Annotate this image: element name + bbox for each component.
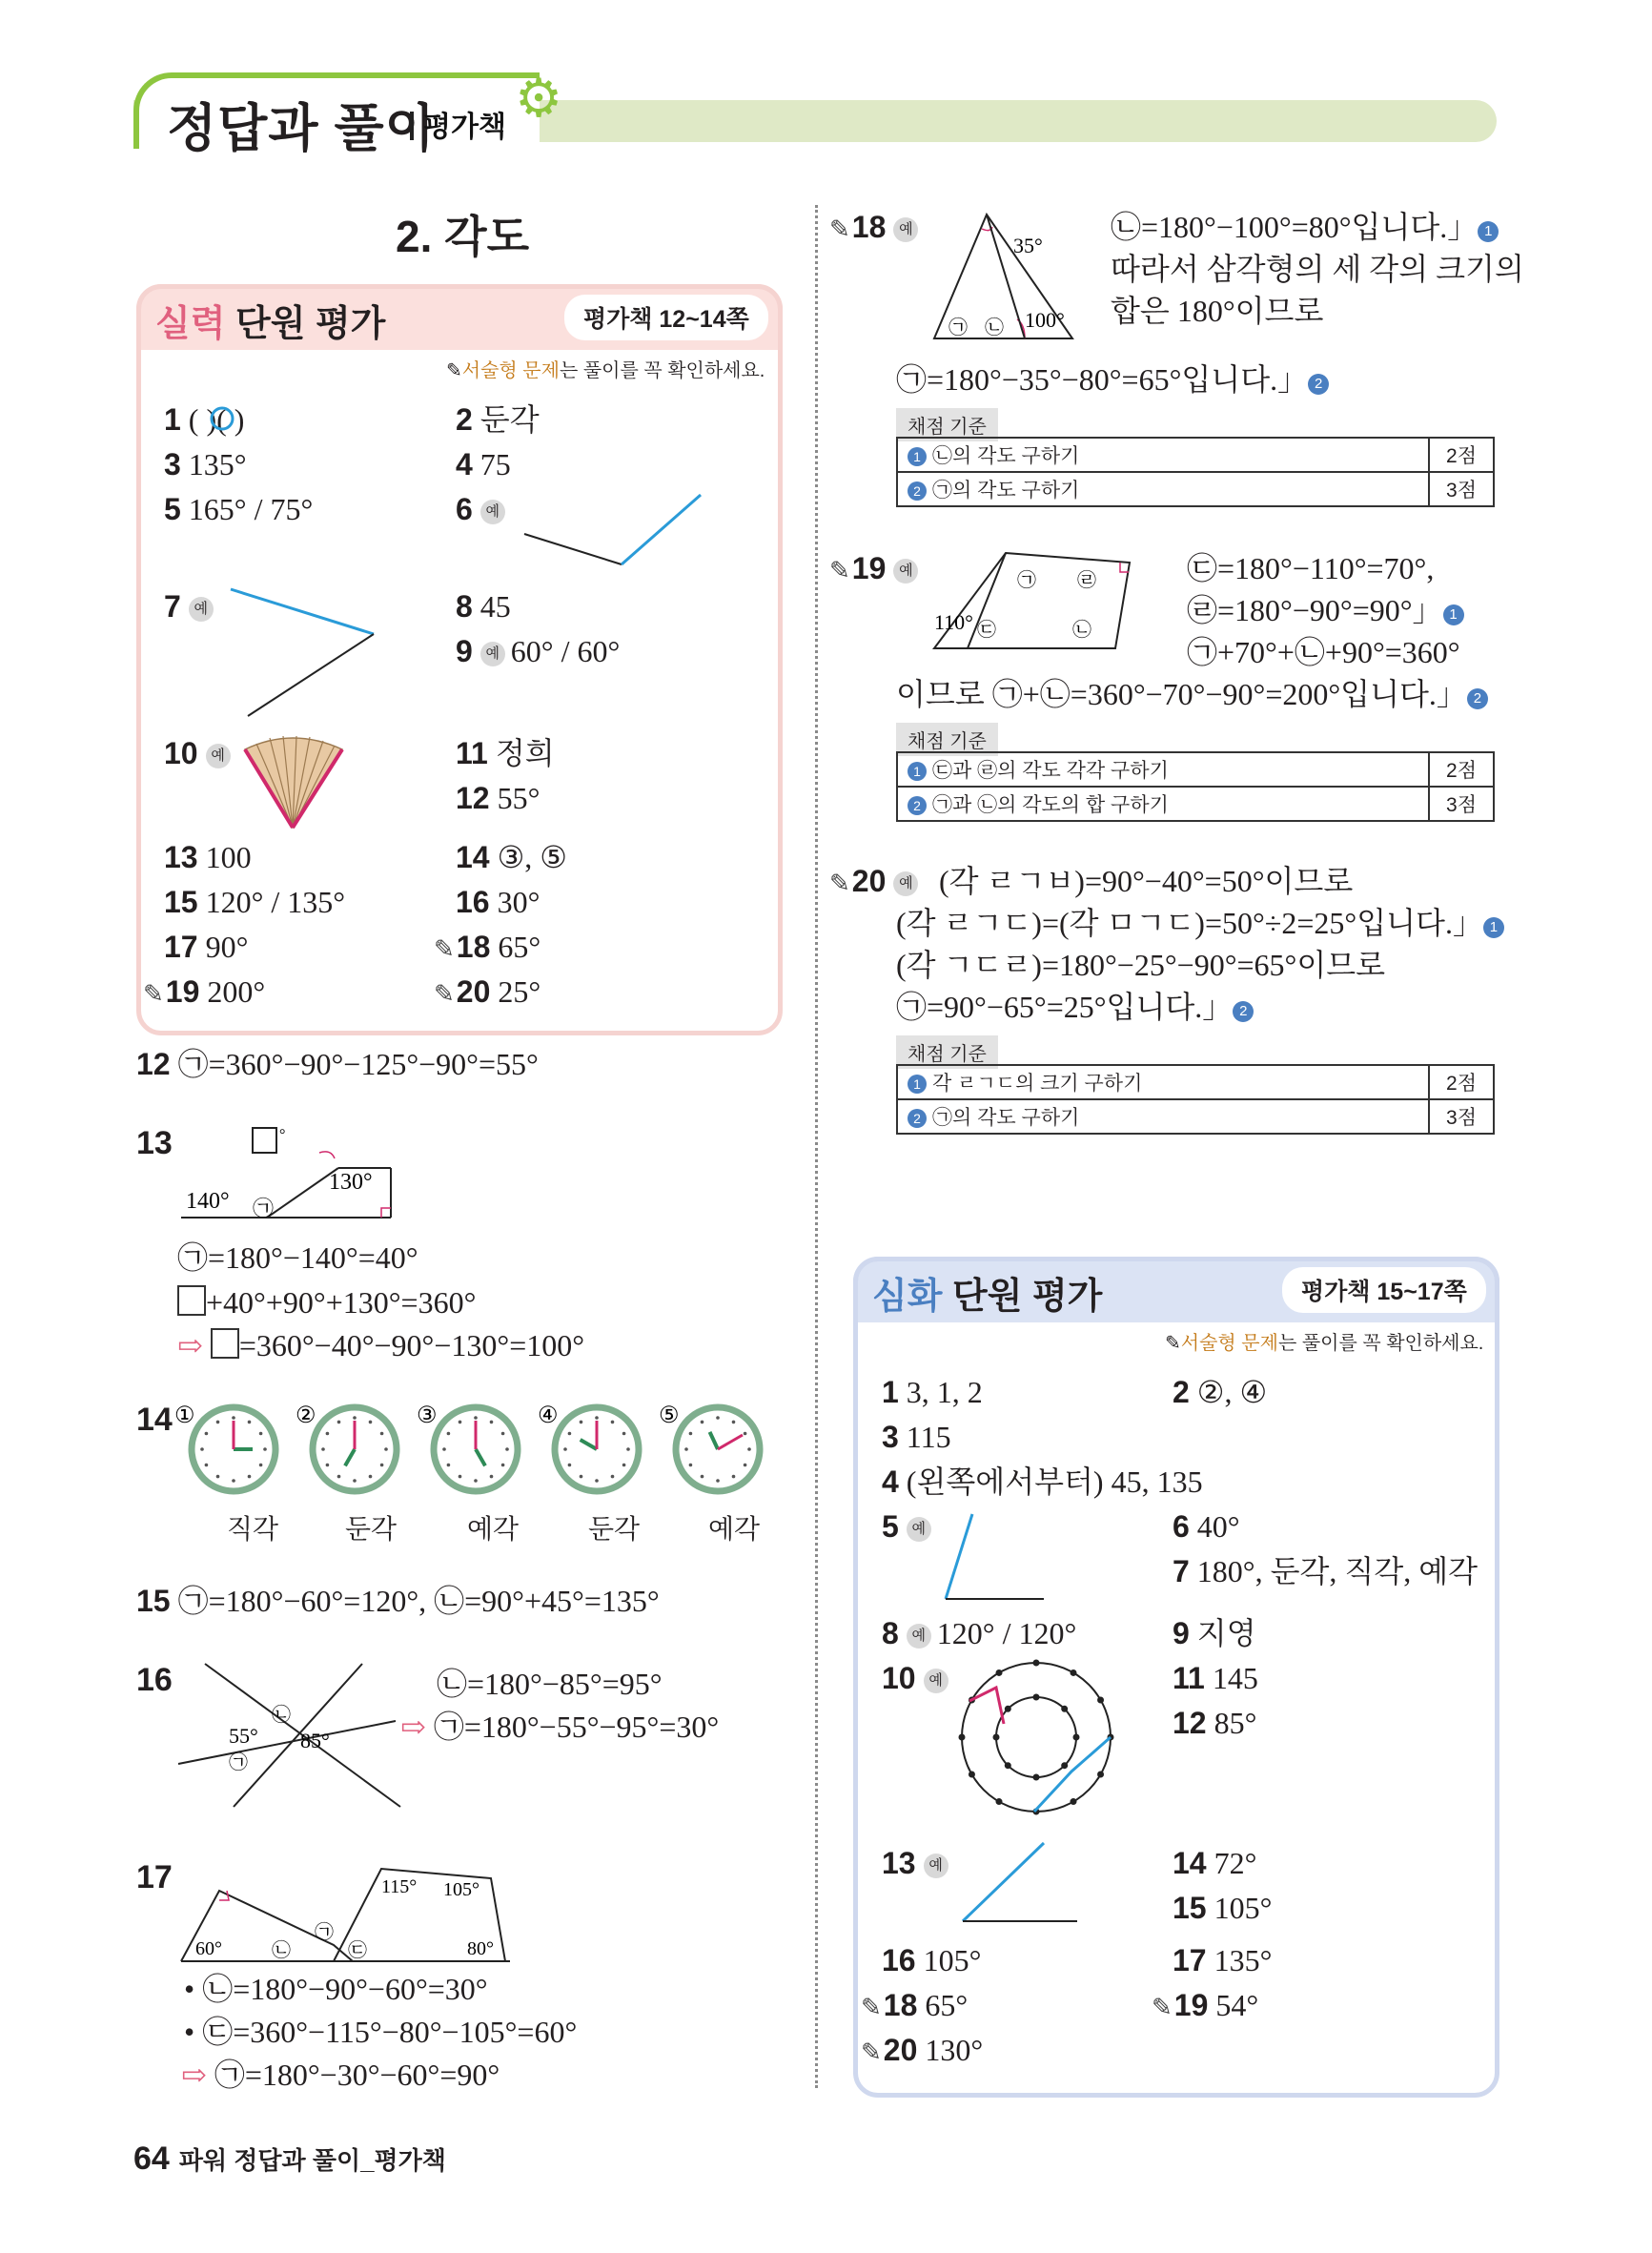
table-row: 1 ㉢과 ㉣의 각도 각각 구하기 2점: [897, 752, 1494, 787]
r19-line1: ㉢=180°−110°=70°,: [1187, 551, 1435, 585]
svg-text:55°: 55°: [229, 1724, 258, 1748]
clock-mark-4: ④: [538, 1403, 559, 1428]
sol-13-number: 13: [136, 1125, 173, 1161]
e2-item-13-figure: [958, 1840, 1082, 1926]
clock-label-3: 예각: [467, 1514, 520, 1544]
sol-17-line2: • ㉢=360°−115°−80°−105°=60°: [184, 2015, 578, 2049]
svg-text:㉠: ㉠: [253, 1197, 275, 1220]
clock-tick: [369, 1475, 373, 1479]
arrow-icon: ⇨: [400, 1710, 434, 1744]
clock-tick: [326, 1432, 330, 1436]
clock-label-4: 둔각: [588, 1514, 641, 1544]
svg-text:㉡: ㉡: [985, 317, 1004, 338]
e1-item-20: ✎20 25°: [434, 974, 541, 1009]
svg-text:㉣: ㉣: [1077, 570, 1096, 591]
r19-crit-label: 채점 기준: [896, 723, 998, 756]
outer-circle: [962, 1663, 1111, 1812]
clock-tick: [568, 1432, 572, 1436]
e1-item-7: 7 예: [164, 591, 219, 622]
circle-point: [959, 1734, 966, 1741]
pencil-icon: ✎: [434, 935, 455, 963]
circle-point: [1033, 1694, 1040, 1701]
circle-point: [1005, 1762, 1011, 1769]
svg-text:100°: 100°: [1025, 308, 1065, 332]
e2-item-19: ✎19 54°: [1152, 1988, 1259, 2022]
eval2-note: ✎서술형 문제는 풀이를 꼭 확인하세요.: [1165, 1333, 1484, 1354]
sol-17-figure: [176, 1854, 510, 1964]
circle-point: [1005, 1706, 1011, 1712]
clock-tick: [611, 1421, 615, 1424]
clock-tick: [580, 1421, 583, 1424]
r19-number: ✎19 예: [829, 553, 924, 584]
r19-line2: ㉣=180°−90°=90°」 1: [1187, 595, 1464, 625]
section-title: 2. 각도: [396, 212, 530, 261]
e2-item-7: 7 180°, 둔각, 직각, 예각: [1173, 1554, 1479, 1588]
svg-text:85°: 85°: [300, 1729, 330, 1752]
e1-item-6-figure: [520, 491, 710, 567]
e2-item-14: 14 72°: [1173, 1846, 1257, 1880]
sol-13-line3: ⇨ =360°−40°−90°−130°=100°: [177, 1328, 585, 1362]
clock-tick: [611, 1475, 615, 1479]
e1-item-6: 6 예: [456, 494, 511, 524]
circle-point: [1097, 1772, 1104, 1778]
e2-item-15: 15 105°: [1173, 1891, 1273, 1925]
sol-16-number: 16: [136, 1662, 173, 1698]
r18-line2: 따라서 삼각형의 세 각의 크기의: [1111, 252, 1524, 286]
e2-item-12: 12 85°: [1173, 1706, 1257, 1740]
e2-item-1: 1 3, 1, 2: [882, 1375, 983, 1409]
e1-item-16: 16 30°: [456, 885, 540, 919]
e1-item-11: 11 정희: [456, 736, 555, 770]
pencil-icon: ✎: [1152, 1994, 1173, 2021]
r20-line4: ㉠=90°−65°=25°입니다.」 2: [896, 992, 1254, 1022]
pencil-icon: ✎: [829, 870, 850, 897]
e2-item-5-figure: [944, 1511, 1049, 1607]
sol-13-line2: +40°+90°+130°=360°: [177, 1285, 476, 1318]
e1-item-10: 10 예: [164, 738, 236, 768]
clock-tick: [716, 1479, 720, 1483]
e1-item-18: ✎18 65°: [434, 930, 541, 964]
clock-4: [538, 1403, 639, 1491]
e2-item-10-figure: [958, 1659, 1120, 1821]
table-row: 2 ㉠의 각도 구하기 3점: [897, 1099, 1494, 1134]
svg-text:115°: 115°: [381, 1876, 418, 1897]
clock-tick: [216, 1421, 220, 1424]
e1-item-15: 15 120° / 135°: [164, 885, 346, 919]
clock-tick: [459, 1421, 462, 1424]
blank-box: [177, 1285, 206, 1316]
clock-tick: [263, 1447, 267, 1451]
clock-tick: [447, 1432, 451, 1436]
pencil-icon: ✎: [143, 980, 164, 1008]
clock-tick: [689, 1432, 693, 1436]
column-divider: [815, 205, 818, 2088]
clock-tick: [337, 1475, 341, 1479]
eval2-pages: 평가책 15~17쪽: [1282, 1267, 1486, 1313]
r20-crit-table: [896, 1064, 1495, 1135]
sol-17-line3: ⇨ ㉠=180°−30°−60°=90°: [181, 2058, 500, 2092]
svg-text:35°: 35°: [1013, 234, 1043, 257]
clock-mark-2: ②: [296, 1403, 316, 1428]
svg-text:60°: 60°: [195, 1938, 222, 1959]
clock-tick: [380, 1432, 384, 1436]
e2-item-5: 5 예: [882, 1511, 937, 1542]
clock-tick: [474, 1416, 478, 1420]
svg-text:㉠: ㉠: [948, 317, 968, 338]
page-title: 정답과 풀이: [167, 100, 436, 157]
sol-16-line2: ⇨ ㉠=180°−55°−95°=30°: [400, 1710, 720, 1744]
eval2-title: 심화 단원 평가: [872, 1277, 1103, 1317]
clock-tick: [563, 1447, 567, 1451]
circle-point: [1061, 1762, 1068, 1769]
clock-label-5: 예각: [708, 1514, 761, 1544]
r18-number: ✎18 예: [829, 212, 924, 242]
svg-text:°: °: [279, 1127, 286, 1143]
eval1-pages: 평가책 12~14쪽: [564, 295, 768, 340]
circle-point: [1097, 1697, 1104, 1704]
e2-item-6: 6 40°: [1173, 1509, 1240, 1544]
circle-point: [1071, 1798, 1077, 1805]
clock-tick: [248, 1475, 252, 1479]
pencil-icon: ✎: [861, 1994, 882, 2021]
clock-tick: [353, 1416, 357, 1420]
clock-tick: [505, 1447, 509, 1451]
r18-line1: ㉡=180°−100°=80°입니다.」 1: [1111, 212, 1499, 242]
r18-line4: ㉠=180°−35°−80°=65°입니다.」 2: [896, 364, 1329, 395]
clock-tick: [474, 1479, 478, 1483]
svg-text:㉠: ㉠: [229, 1752, 248, 1773]
clock-mark-5: ⑤: [659, 1403, 680, 1428]
page-subtitle: 평가책: [410, 103, 506, 145]
clock-tick: [232, 1479, 235, 1483]
clock-tick: [326, 1464, 330, 1467]
pencil-icon: ✎: [829, 557, 850, 584]
svg-text:80°: 80°: [467, 1938, 494, 1959]
svg-text:㉡: ㉡: [272, 1705, 291, 1726]
circle-point: [1033, 1660, 1040, 1667]
clock-3: [417, 1403, 518, 1491]
sol-17-number: 17: [136, 1859, 173, 1895]
blank-box: [211, 1328, 239, 1359]
clock-tick: [490, 1475, 494, 1479]
clock-mark-3: ③: [417, 1403, 438, 1428]
clock-tick: [747, 1447, 751, 1451]
clock-tick: [716, 1416, 720, 1420]
footer: 64 파워 정답과 풀이_평가책: [133, 2140, 446, 2177]
sol-14-number: 14: [136, 1402, 173, 1438]
clock-tick: [321, 1447, 325, 1451]
circle-point: [1033, 1774, 1040, 1781]
e2-item-16: 16 105°: [882, 1943, 982, 1977]
e2-item-11: 11 145: [1173, 1661, 1258, 1695]
clock-tick: [684, 1447, 688, 1451]
clock-tick: [380, 1464, 384, 1467]
r18-crit-table: [896, 437, 1495, 507]
r20-line1: (각 ㄹㄱㅂ)=90°−40°=50°이므로: [939, 864, 1354, 898]
e2-item-4: 4 (왼쪽에서부터) 45, 135: [882, 1464, 1203, 1499]
table-row: 2 ㉠의 각도 구하기 3점: [897, 472, 1494, 506]
sol-14-clocks: [176, 1397, 786, 1497]
r20-crit-label: 채점 기준: [896, 1035, 998, 1069]
table-row: 2 ㉠과 ㉡의 각도의 합 구하기 3점: [897, 787, 1494, 821]
circle-point: [969, 1772, 975, 1778]
r19-line4: 이므로 ㉠+㉡=360°−70°−90°=200°입니다.」 2: [896, 679, 1488, 709]
clock-tick: [595, 1416, 599, 1420]
e2-item-20: ✎20 130°: [861, 2033, 984, 2067]
clock-2: [296, 1403, 397, 1491]
r18-crit-label: 채점 기준: [896, 408, 998, 441]
clock-tick: [384, 1447, 388, 1451]
clock-tick: [442, 1447, 446, 1451]
svg-text:㉡: ㉡: [272, 1940, 291, 1961]
clock-tick: [501, 1432, 505, 1436]
clock-tick: [701, 1421, 704, 1424]
e1-item-8: 8 45: [456, 589, 511, 624]
r19-figure: [929, 548, 1149, 653]
clock-tick: [744, 1464, 747, 1467]
clock-tick: [232, 1416, 235, 1420]
circle-point: [1073, 1734, 1080, 1741]
clock-tick: [744, 1432, 747, 1436]
pencil-icon: ✎: [861, 2038, 882, 2066]
clock-tick: [259, 1464, 263, 1467]
r20-number: ✎20 예: [829, 866, 924, 896]
svg-text:㉢: ㉢: [977, 620, 996, 641]
clock-tick: [205, 1432, 209, 1436]
clock-tick: [216, 1475, 220, 1479]
red-angle: [969, 1688, 1004, 1724]
clock-tick: [369, 1421, 373, 1424]
clock-tick: [568, 1464, 572, 1467]
sol-16-line1: ㉡=180°−85°=95°: [437, 1667, 663, 1701]
clock-tick: [732, 1475, 736, 1479]
r18-figure: [929, 210, 1082, 343]
svg-text:㉠: ㉠: [1017, 570, 1036, 591]
clock-tick: [447, 1464, 451, 1467]
clock-tick: [353, 1479, 357, 1483]
clock-1: [174, 1403, 275, 1491]
pencil-icon: ✎: [446, 360, 462, 381]
pencil-icon: ✎: [434, 980, 455, 1008]
r20-line2: (각 ㄹㄱㄷ)=(각 ㅁㄱㄷ)=50°÷2=25°입니다.」 1: [896, 908, 1504, 938]
clock-tick: [459, 1475, 462, 1479]
circle-point: [993, 1734, 1000, 1741]
table-row: 1 각 ㄹㄱㄷ의 크기 구하기 2점: [897, 1065, 1494, 1099]
e2-item-8: 8 예 120° / 120°: [882, 1616, 1077, 1650]
circle-point: [996, 1798, 1003, 1805]
clock-tick: [580, 1475, 583, 1479]
clock-tick: [622, 1464, 626, 1467]
sol-15: 15 ㉠=180°−60°=120°, ㉡=90°+45°=135°: [136, 1584, 660, 1618]
clock-tick: [200, 1447, 204, 1451]
pencil-icon: ✎: [829, 215, 850, 243]
r19-line3: ㉠+70°+㉡+90°=360°: [1187, 635, 1460, 669]
clock-label-2: 둔각: [345, 1514, 398, 1544]
sol-13-figure: [176, 1120, 405, 1220]
table-row: 1 ㉡의 각도 구하기 2점: [897, 438, 1494, 472]
clock-tick: [622, 1432, 626, 1436]
sol-13-line1: ㉠=180°−140°=40°: [177, 1240, 418, 1275]
clock-tick: [259, 1432, 263, 1436]
e1-item-12: 12 55°: [456, 781, 540, 815]
svg-text:110°: 110°: [934, 610, 973, 634]
arrow-icon: ⇨: [181, 2058, 214, 2092]
clock-tick: [689, 1464, 693, 1467]
e1-item-2: 2 둔각: [456, 402, 540, 437]
sol-12: 12 ㉠=360°−90°−125°−90°=55°: [136, 1047, 539, 1081]
e2-item-17: 17 135°: [1173, 1943, 1273, 1977]
e1-item-13: 13 100: [164, 840, 252, 874]
e1-item-14: 14 ③, ⑤: [456, 840, 567, 874]
clock-tick: [248, 1421, 252, 1424]
eval1-title: 실력 단원 평가: [155, 304, 386, 344]
clock-tick: [501, 1464, 505, 1467]
svg-text:130°: 130°: [329, 1170, 373, 1195]
svg-text:105°: 105°: [443, 1879, 479, 1900]
eval1-note: ✎서술형 문제는 풀이를 꼭 확인하세요.: [446, 360, 765, 381]
clock-5: [659, 1403, 760, 1491]
svg-text:㉠: ㉠: [315, 1922, 334, 1943]
e1-item-4: 4 75: [456, 447, 511, 481]
svg-text:140°: 140°: [186, 1189, 230, 1214]
e2-item-9: 9 지영: [1173, 1616, 1256, 1650]
clock-tick: [595, 1479, 599, 1483]
gear-icon: ⚙: [515, 70, 563, 129]
e1-item-1-circle: [210, 404, 238, 433]
svg-text:㉡: ㉡: [1072, 620, 1091, 641]
e2-item-3: 3 115: [882, 1420, 951, 1454]
e1-item-10-fan-figure: [243, 732, 348, 832]
clock-tick: [626, 1447, 630, 1451]
clock-tick: [337, 1421, 341, 1424]
clock-tick: [490, 1421, 494, 1424]
clock-tick: [701, 1475, 704, 1479]
clock-tick: [732, 1421, 736, 1424]
pencil-icon: ✎: [1165, 1333, 1181, 1354]
circle-point: [996, 1669, 1003, 1676]
arrow-icon: ⇨: [177, 1328, 211, 1362]
r18-line3: 합은 180°이므로: [1111, 294, 1324, 328]
e1-item-19: ✎19 200°: [143, 974, 266, 1009]
e2-item-2: 2 ②, ④: [1173, 1375, 1268, 1409]
sol-16-figure: [176, 1659, 405, 1812]
e1-item-1: 1 ( )( ): [164, 402, 245, 437]
r20-line3: (각 ㄱㄷㄹ)=180°−25°−90°=65°이므로: [896, 948, 1386, 982]
circle-point: [1061, 1706, 1068, 1712]
svg-text:㉢: ㉢: [348, 1940, 367, 1961]
clock-tick: [205, 1464, 209, 1467]
e2-item-10: 10 예: [882, 1663, 954, 1693]
sol-17-line1: • ㉡=180°−90°−60°=30°: [184, 1972, 488, 2006]
circle-point: [1071, 1669, 1077, 1676]
e1-item-5: 5 165° / 75°: [164, 492, 314, 526]
clock-mark-1: ①: [174, 1403, 195, 1428]
e1-item-7-figure: [229, 586, 381, 720]
clock-label-1: 직각: [227, 1514, 279, 1544]
r19-crit-table: [896, 751, 1495, 822]
e1-item-3: 3 135°: [164, 447, 247, 481]
e2-item-18: ✎18 65°: [861, 1988, 969, 2022]
e1-item-17: 17 90°: [164, 930, 249, 964]
e2-item-13: 13 예: [882, 1848, 954, 1878]
e1-item-9: 9 예 60° / 60°: [456, 634, 621, 668]
